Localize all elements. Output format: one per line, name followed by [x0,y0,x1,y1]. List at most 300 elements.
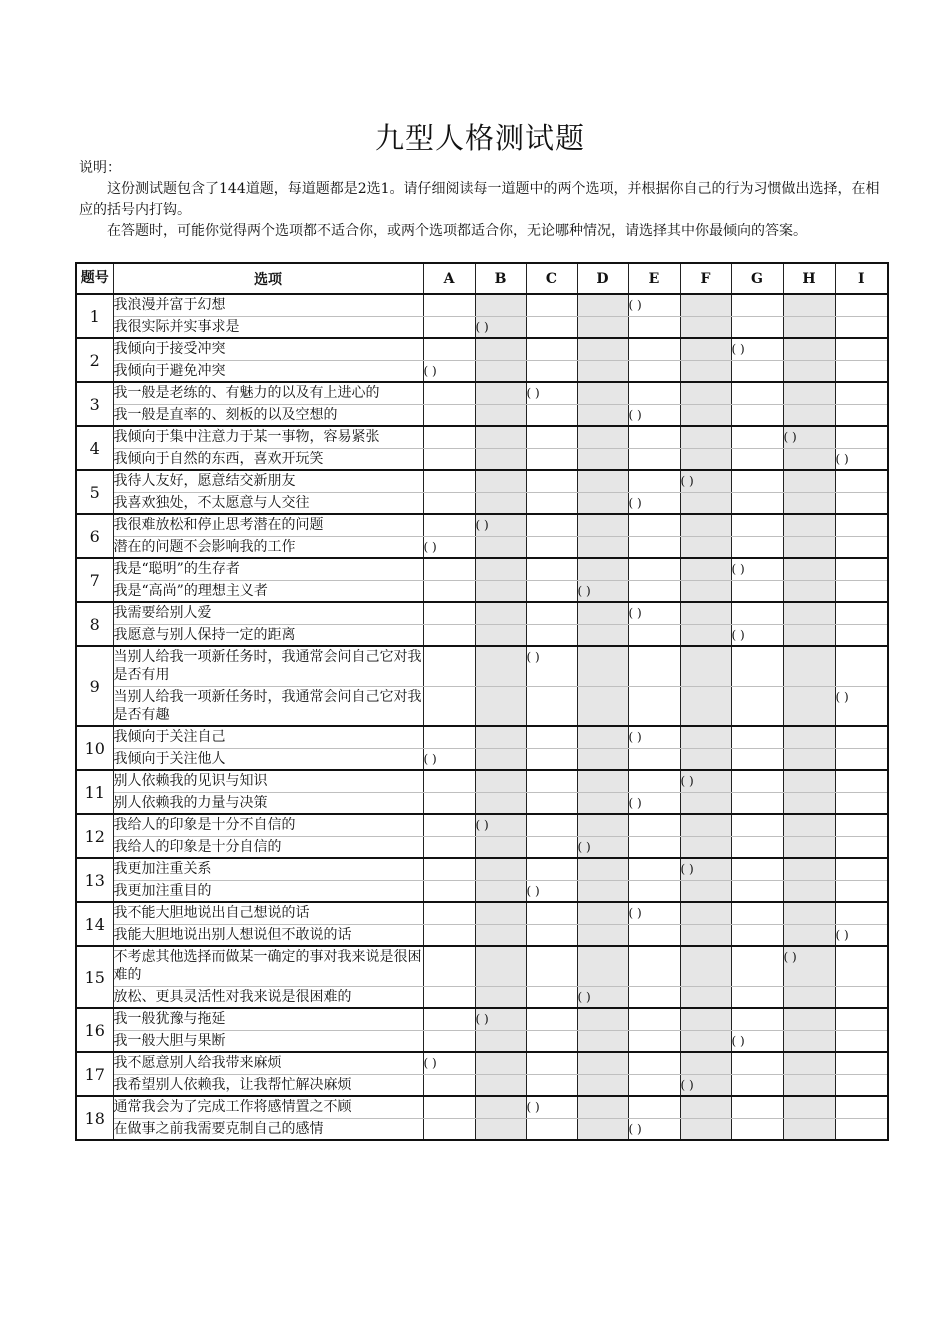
option-text: 别人依赖我的见识与知识 [113,770,423,792]
empty-cell [577,646,628,686]
header-col-i: I [835,263,888,294]
empty-cell [423,1118,475,1140]
question-number: 5 [76,470,113,514]
answer-checkbox-g[interactable]: ( ) [731,1030,783,1052]
empty-cell [835,858,888,880]
empty-cell [475,382,526,404]
option-text: 我需要给别人爱 [113,602,423,624]
question-number: 2 [76,338,113,382]
empty-cell [526,836,577,858]
answer-checkbox-d[interactable]: ( ) [577,580,628,602]
question-option-row [76,1096,888,1118]
empty-cell [731,770,783,792]
option-text: 我更加注重目的 [113,880,423,902]
empty-cell [835,726,888,748]
answer-checkbox-b[interactable]: ( ) [475,514,526,536]
empty-cell [423,492,475,514]
option-text: 我倾向于自然的东西，喜欢开玩笑 [113,448,423,470]
header-number: 题号 [76,263,113,294]
empty-cell [835,770,888,792]
empty-cell [475,1030,526,1052]
answer-checkbox-c[interactable]: ( ) [526,382,577,404]
empty-cell [680,1118,731,1140]
empty-cell [526,316,577,338]
empty-cell [731,470,783,492]
question-number: 15 [76,946,113,1008]
empty-cell [835,316,888,338]
question-number: 6 [76,514,113,558]
option-text: 我一般犹豫与拖延 [113,1008,423,1030]
answer-checkbox-g[interactable]: ( ) [731,624,783,646]
empty-cell [628,646,680,686]
question-number: 10 [76,726,113,770]
empty-cell [835,492,888,514]
empty-cell [526,1030,577,1052]
empty-cell [475,492,526,514]
empty-cell [423,924,475,946]
empty-cell [577,880,628,902]
empty-cell [835,902,888,924]
question-option-row [76,646,888,686]
empty-cell [680,426,731,448]
empty-cell [731,448,783,470]
empty-cell [783,770,835,792]
option-text: 我希望别人依赖我，让我帮忙解决麻烦 [113,1074,423,1096]
answer-checkbox-h[interactable]: ( ) [783,946,835,986]
option-text: 潜在的问题不会影响我的工作 [113,536,423,558]
empty-cell [475,602,526,624]
empty-cell [526,770,577,792]
question-option-row [76,492,888,514]
question-option-row [76,836,888,858]
empty-cell [475,770,526,792]
empty-cell [475,294,526,316]
empty-cell [731,1118,783,1140]
empty-cell [835,426,888,448]
empty-cell [731,426,783,448]
empty-cell [526,1074,577,1096]
empty-cell [577,316,628,338]
empty-cell [783,580,835,602]
empty-cell [731,514,783,536]
empty-cell [835,1008,888,1030]
empty-cell [783,1118,835,1140]
answer-checkbox-e[interactable]: ( ) [628,792,680,814]
question-option-row [76,902,888,924]
empty-cell [680,360,731,382]
empty-cell [475,1052,526,1074]
option-text: 当别人给我一项新任务时，我通常会问自己它对我是否有趣 [113,686,423,726]
empty-cell [577,1096,628,1118]
empty-cell [526,1052,577,1074]
empty-cell [731,858,783,880]
empty-cell [423,580,475,602]
question-option-row [76,748,888,770]
empty-cell [526,1008,577,1030]
empty-cell [577,602,628,624]
answer-checkbox-g[interactable]: ( ) [731,558,783,580]
empty-cell [680,580,731,602]
empty-cell [577,858,628,880]
question-number: 1 [76,294,113,338]
empty-cell [783,382,835,404]
empty-cell [577,946,628,986]
empty-cell [577,902,628,924]
empty-cell [783,558,835,580]
empty-cell [577,924,628,946]
empty-cell [783,646,835,686]
empty-cell [577,426,628,448]
empty-cell [577,624,628,646]
empty-cell [423,382,475,404]
empty-cell [577,1074,628,1096]
empty-cell [423,448,475,470]
empty-cell [783,338,835,360]
empty-cell [423,316,475,338]
answer-checkbox-f[interactable]: ( ) [680,470,731,492]
answer-checkbox-c[interactable]: ( ) [526,1096,577,1118]
empty-cell [423,902,475,924]
empty-cell [577,726,628,748]
empty-cell [526,814,577,836]
empty-cell [628,338,680,360]
empty-cell [423,514,475,536]
empty-cell [835,338,888,360]
empty-cell [835,880,888,902]
header-col-a: A [423,263,475,294]
empty-cell [783,726,835,748]
empty-cell [423,1096,475,1118]
empty-cell [680,1096,731,1118]
answer-checkbox-a[interactable]: ( ) [423,748,475,770]
option-text: 通常我会为了完成工作将感情置之不顾 [113,1096,423,1118]
empty-cell [423,770,475,792]
empty-cell [835,360,888,382]
empty-cell [628,316,680,338]
empty-cell [680,316,731,338]
answer-checkbox-a[interactable]: ( ) [423,360,475,382]
empty-cell [731,686,783,726]
empty-cell [680,946,731,986]
empty-cell [731,946,783,986]
empty-cell [628,360,680,382]
option-text: 不考虑其他选择而做某一确定的事对我来说是很困难的 [113,946,423,986]
empty-cell [526,924,577,946]
empty-cell [628,624,680,646]
empty-cell [628,1030,680,1052]
empty-cell [526,338,577,360]
empty-cell [731,316,783,338]
empty-cell [783,470,835,492]
answer-checkbox-b[interactable]: ( ) [475,316,526,338]
empty-cell [835,646,888,686]
empty-cell [835,514,888,536]
empty-cell [475,986,526,1008]
empty-cell [783,858,835,880]
empty-cell [628,536,680,558]
empty-cell [783,1008,835,1030]
empty-cell [835,624,888,646]
empty-cell [783,902,835,924]
empty-cell [423,470,475,492]
question-option-row [76,602,888,624]
question-option-row [76,294,888,316]
empty-cell [835,580,888,602]
empty-cell [783,404,835,426]
page-title: 九型人格测试题 [374,121,585,155]
option-text: 放松、更具灵活性对我来说是很困难的 [113,986,423,1008]
instructions-paragraph-2: 在答题时，可能你觉得两个选项都不适合你，或两个选项都适合你，无论哪种情况，请选择其中你最倾向的答案。 [107,223,807,239]
empty-cell [475,1118,526,1140]
empty-cell [731,902,783,924]
empty-cell [835,1096,888,1118]
answer-checkbox-d[interactable]: ( ) [577,836,628,858]
question-table [75,262,889,1141]
empty-cell [628,686,680,726]
empty-cell [423,880,475,902]
empty-cell [423,792,475,814]
answer-checkbox-c[interactable]: ( ) [526,880,577,902]
empty-cell [835,602,888,624]
empty-cell [680,294,731,316]
empty-cell [577,1052,628,1074]
option-text: 我待人友好，愿意结交新朋友 [113,470,423,492]
question-option-row [76,792,888,814]
empty-cell [475,1074,526,1096]
empty-cell [835,536,888,558]
question-number: 9 [76,646,113,726]
question-option-row [76,338,888,360]
empty-cell [680,536,731,558]
empty-cell [835,558,888,580]
empty-cell [475,426,526,448]
empty-cell [577,1030,628,1052]
empty-cell [628,580,680,602]
empty-cell [577,514,628,536]
option-text: 我很实际并实事求是 [113,316,423,338]
header-col-d: D [577,263,628,294]
empty-cell [783,814,835,836]
empty-cell [526,602,577,624]
empty-cell [628,858,680,880]
answer-checkbox-g[interactable]: ( ) [731,338,783,360]
question-option-row [76,382,888,404]
answer-checkbox-b[interactable]: ( ) [475,814,526,836]
empty-cell [628,1008,680,1030]
empty-cell [526,946,577,986]
empty-cell [526,514,577,536]
empty-cell [731,726,783,748]
question-option-row [76,558,888,580]
empty-cell [526,492,577,514]
empty-cell [835,946,888,986]
empty-cell [628,836,680,858]
empty-cell [475,360,526,382]
question-option-row [76,624,888,646]
empty-cell [783,1096,835,1118]
empty-cell [526,426,577,448]
option-text: 我是“高尚”的理想主义者 [113,580,423,602]
option-text: 我愿意与别人保持一定的距离 [113,624,423,646]
empty-cell [475,1096,526,1118]
option-text: 我给人的印象是十分不自信的 [113,814,423,836]
empty-cell [835,404,888,426]
answer-checkbox-f[interactable]: ( ) [680,858,731,880]
empty-cell [628,470,680,492]
empty-cell [731,1008,783,1030]
answer-checkbox-i[interactable]: ( ) [835,448,888,470]
empty-cell [526,470,577,492]
answer-checkbox-e[interactable]: ( ) [628,726,680,748]
question-option-row [76,946,888,986]
question-option-row [76,770,888,792]
answer-checkbox-a[interactable]: ( ) [423,536,475,558]
empty-cell [475,646,526,686]
empty-cell [783,536,835,558]
empty-cell [783,1074,835,1096]
empty-cell [423,686,475,726]
empty-cell [731,646,783,686]
answer-checkbox-f[interactable]: ( ) [680,770,731,792]
option-text: 我倾向于接受冲突 [113,338,423,360]
answer-checkbox-d[interactable]: ( ) [577,986,628,1008]
empty-cell [783,686,835,726]
empty-cell [475,338,526,360]
empty-cell [680,748,731,770]
empty-cell [783,836,835,858]
answer-checkbox-e[interactable]: ( ) [628,1118,680,1140]
empty-cell [835,748,888,770]
empty-cell [526,902,577,924]
empty-cell [577,382,628,404]
empty-cell [526,686,577,726]
option-text: 我一般是老练的、有魅力的以及有上进心的 [113,382,423,404]
empty-cell [475,404,526,426]
question-option-row [76,514,888,536]
empty-cell [680,558,731,580]
answer-checkbox-e[interactable]: ( ) [628,294,680,316]
empty-cell [628,1096,680,1118]
empty-cell [577,492,628,514]
question-option-row [76,360,888,382]
question-option-row [76,1030,888,1052]
question-number: 17 [76,1052,113,1096]
question-option-row [76,814,888,836]
empty-cell [731,580,783,602]
empty-cell [628,880,680,902]
option-text: 别人依赖我的力量与决策 [113,792,423,814]
empty-cell [526,624,577,646]
question-number: 8 [76,602,113,646]
empty-cell [731,792,783,814]
empty-cell [577,1118,628,1140]
question-number: 14 [76,902,113,946]
option-text: 我倾向于关注他人 [113,748,423,770]
empty-cell [835,1118,888,1140]
empty-cell [475,880,526,902]
empty-cell [475,448,526,470]
empty-cell [526,986,577,1008]
empty-cell [526,792,577,814]
answer-checkbox-e[interactable]: ( ) [628,902,680,924]
empty-cell [423,426,475,448]
empty-cell [577,686,628,726]
answer-checkbox-e[interactable]: ( ) [628,602,680,624]
empty-cell [577,448,628,470]
question-option-row [76,316,888,338]
empty-cell [526,748,577,770]
empty-cell [680,924,731,946]
option-text: 当别人给我一项新任务时，我通常会问自己它对我是否有用 [113,646,423,686]
empty-cell [731,986,783,1008]
empty-cell [475,946,526,986]
question-number: 18 [76,1096,113,1140]
empty-cell [835,814,888,836]
option-text: 我不能大胆地说出自己想说的话 [113,902,423,924]
empty-cell [783,492,835,514]
empty-cell [835,294,888,316]
question-option-row [76,404,888,426]
question-option-row [76,426,888,448]
empty-cell [577,792,628,814]
empty-cell [680,448,731,470]
answer-checkbox-h[interactable]: ( ) [783,426,835,448]
empty-cell [783,316,835,338]
empty-cell [680,338,731,360]
answer-checkbox-c[interactable]: ( ) [526,646,577,686]
empty-cell [680,880,731,902]
header-col-h: H [783,263,835,294]
answer-checkbox-i[interactable]: ( ) [835,924,888,946]
empty-cell [526,726,577,748]
empty-cell [577,814,628,836]
empty-cell [628,382,680,404]
question-option-row [76,986,888,1008]
empty-cell [783,748,835,770]
empty-cell [423,986,475,1008]
empty-cell [475,686,526,726]
question-number: 12 [76,814,113,858]
empty-cell [680,624,731,646]
empty-cell [680,646,731,686]
answer-checkbox-a[interactable]: ( ) [423,1052,475,1074]
empty-cell [423,294,475,316]
empty-cell [475,858,526,880]
empty-cell [680,514,731,536]
empty-cell [628,426,680,448]
answer-checkbox-f[interactable]: ( ) [680,1074,731,1096]
empty-cell [628,1074,680,1096]
empty-cell [680,602,731,624]
answer-checkbox-e[interactable]: ( ) [628,492,680,514]
empty-cell [526,360,577,382]
empty-cell [783,294,835,316]
empty-cell [835,986,888,1008]
empty-cell [783,514,835,536]
option-text: 我倾向于关注自己 [113,726,423,748]
answer-checkbox-e[interactable]: ( ) [628,404,680,426]
instructions-paragraph-1: 这份测试题包含了144道题，每道题都是2选1。请仔细阅读每一道题中的两个选项，并根据你自己的行为习惯做出选择，在相应的括号内打钩。 [79,181,880,218]
answer-checkbox-b[interactable]: ( ) [475,1008,526,1030]
empty-cell [475,902,526,924]
empty-cell [835,792,888,814]
empty-cell [680,986,731,1008]
empty-cell [731,748,783,770]
empty-cell [423,404,475,426]
answer-checkbox-i[interactable]: ( ) [835,686,888,726]
empty-cell [783,880,835,902]
option-text: 我浪漫并富于幻想 [113,294,423,316]
